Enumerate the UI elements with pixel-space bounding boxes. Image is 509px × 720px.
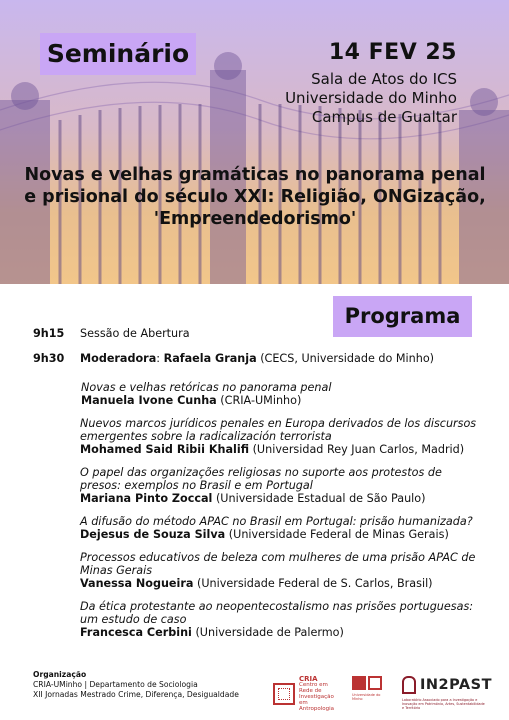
tower-icon [402,676,416,694]
footer-label: Organização [33,670,87,679]
opening-row [33,327,483,340]
venue-room: Sala de Atos do ICS [311,70,457,88]
talk-affiliation: (CRIA-UMinho) [220,394,302,407]
talk-speaker-line [81,394,483,407]
talk-speaker-line [80,626,483,639]
uminho-caption: Universidade do Minho [352,693,381,701]
venue-campus: Campus de Gualtar [311,108,457,126]
event-date: 14 FEV 25 [328,40,457,65]
footer-line2: XII Jornadas Mestrado Crime, Diferença, Desigualdade [33,690,239,699]
seminar-badge: Seminário [40,33,196,75]
talk-speaker: Manuela Ivone Cunha [81,394,217,407]
talk-title: Nuevos marcos jurídicos penales en Europa derivados de los discursos emergentes sobre la radicalización terrorista [80,417,477,443]
seminar-title: Novas e velhas gramáticas no panorama penal e prisional do século XXI: Religião, ONGização, 'Empreendedorismo' [24,165,486,229]
footer-line1: CRIA-UMinho | Departamento de Sociologia [33,680,198,689]
in2past-subtitle: Laboratório Associado para a Investigação e Inovação em Património, Artes, Sustentabilidade e Território [402,698,485,710]
uminho-logo [352,676,384,701]
in2past-name: IN2PAST [420,677,492,693]
venue-block [285,70,457,127]
talk-speaker-line [80,492,483,505]
talk-affiliation: (Universidad Rey Juan Carlos, Madrid) [252,443,465,456]
moderator-line: Moderadora: Rafaela Granja (CECS, Universidade do Minho) [80,352,435,365]
talk-title: O papel das organizações religiosas no suporte aos protestos de presos: exemplos no Brasil e em Portugal [80,466,442,492]
talk-speaker-line [80,443,483,456]
talk-affiliation: (Universidade Federal de Minas Gerais) [228,528,449,541]
talk-speaker: Vanessa Nogueira [80,577,194,590]
session-row [33,352,483,365]
uminho-mark-icon [352,676,384,690]
program-heading: Programa [333,296,472,337]
talk-item [80,417,483,456]
session-time: 9h30 [33,352,65,365]
talk-speaker: Mariana Pinto Zoccal [80,492,213,505]
talk-affiliation: (Universidade Estadual de São Paulo) [215,492,426,505]
talk-speaker: Francesca Cerbini [80,626,192,639]
talk-item [80,466,483,505]
moderator-name: Rafaela Granja [163,352,257,365]
venue-university: Universidade do Minho [285,89,457,107]
talk-speaker: Dejesus de Souza Silva [80,528,226,541]
talk-item [80,515,483,541]
talk-title: Da ética protestante ao neopentecostalismo nas prisões portuguesas: um estudo de caso [80,600,474,626]
talk-affiliation: (Universidade Federal de S. Carlos, Brasil) [196,577,433,590]
talk-speaker-line [80,528,483,541]
cria-logo [273,676,339,712]
opening-time: 9h15 [33,327,65,340]
cria-mark-icon [273,683,295,705]
cria-logo-subtitle: Centro em Rede de Investigação em Antropologia [299,682,335,712]
talk-title: Processos educativos de beleza com mulheres de uma prisão APAC de Minas Gerais [80,551,476,577]
in2past-logo [402,676,492,710]
talk-item [81,381,483,407]
moderator-label: Moderadora [80,352,157,365]
talk-item [80,600,483,639]
cria-logo-name: CRIA [299,675,318,683]
organization-footer [33,670,239,700]
talk-affiliation: (Universidade de Palermo) [195,626,344,639]
opening-text: Sessão de Abertura [80,327,190,340]
moderator-affiliation: (CECS, Universidade do Minho) [260,352,435,365]
talk-title: A difusão do método APAC no Brasil em Portugal: prisão humanizada? [80,515,473,528]
program-list [33,327,483,649]
talk-speaker: Mohamed Said Ribii Khalifi [80,443,249,456]
talk-speaker-line [80,577,483,590]
talk-title: Novas e velhas retóricas no panorama penal [81,381,332,394]
talk-item [80,551,483,590]
